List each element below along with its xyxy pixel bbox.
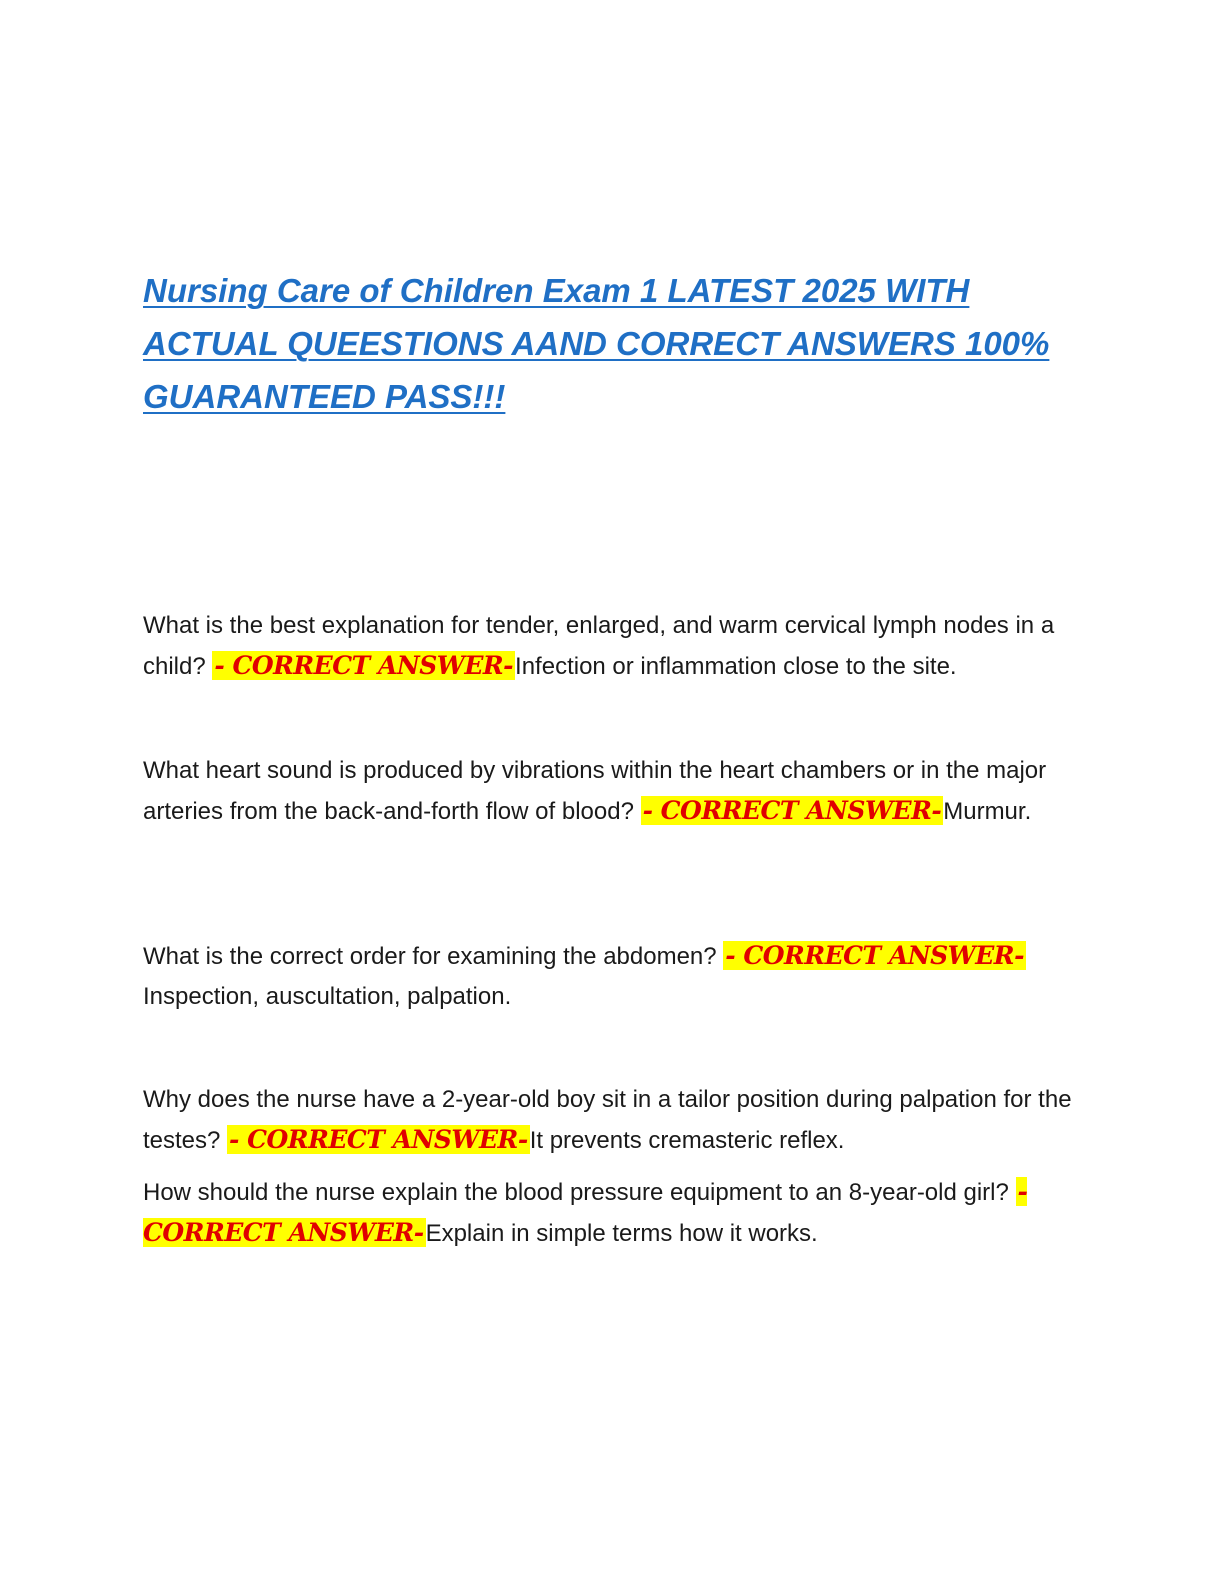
qa-item (143, 751, 1093, 832)
question-text: Why does the nurse have a 2-year-old boy sit in a tailor position during palpation for the testes? (143, 1086, 1072, 1154)
answer-text: Murmur. (943, 798, 1032, 825)
qa-item (143, 936, 1093, 1017)
correct-answer-marker: - CORRECT ANSWER- (642, 796, 942, 825)
correct-answer-marker: - CORRECT ANSWER- (229, 1125, 528, 1154)
qa-item (143, 606, 1093, 687)
correct-answer-marker: - CORRECT ANSWER- (143, 1177, 1028, 1247)
answer-text: Infection or inflammation close to the site. (515, 653, 957, 680)
question-text: What is the correct order for examining the abdomen? (143, 943, 724, 970)
answer-text: Inspection, auscultation, palpation. (143, 983, 512, 1010)
qa-item (143, 1080, 1093, 1161)
answer-text: Explain in simple terms how it works. (425, 1220, 818, 1247)
document-title: Nursing Care of Children Exam 1 LATEST 2025 WITH ACTUAL QUEESTIONS AAND CORRECT ANSWERS 100% GUARANTEED PASS!!! (143, 272, 1050, 415)
correct-answer-marker: - CORRECT ANSWER- (725, 941, 1024, 970)
qa-item (143, 1172, 1093, 1254)
answer-text: It prevents cremasteric reflex. (529, 1127, 845, 1154)
correct-answer-marker: - CORRECT ANSWER- (214, 651, 514, 680)
question-text: What heart sound is produced by vibrations within the heart chambers or in the major arteries from the back-and-forth flow of blood? (143, 757, 1047, 825)
question-text: How should the nurse explain the blood pressure equipment to an 8-year-old girl? (143, 1179, 1016, 1206)
question-text: What is the best explanation for tender, enlarged, and warm cervical lymph nodes in a child? (143, 612, 1055, 680)
